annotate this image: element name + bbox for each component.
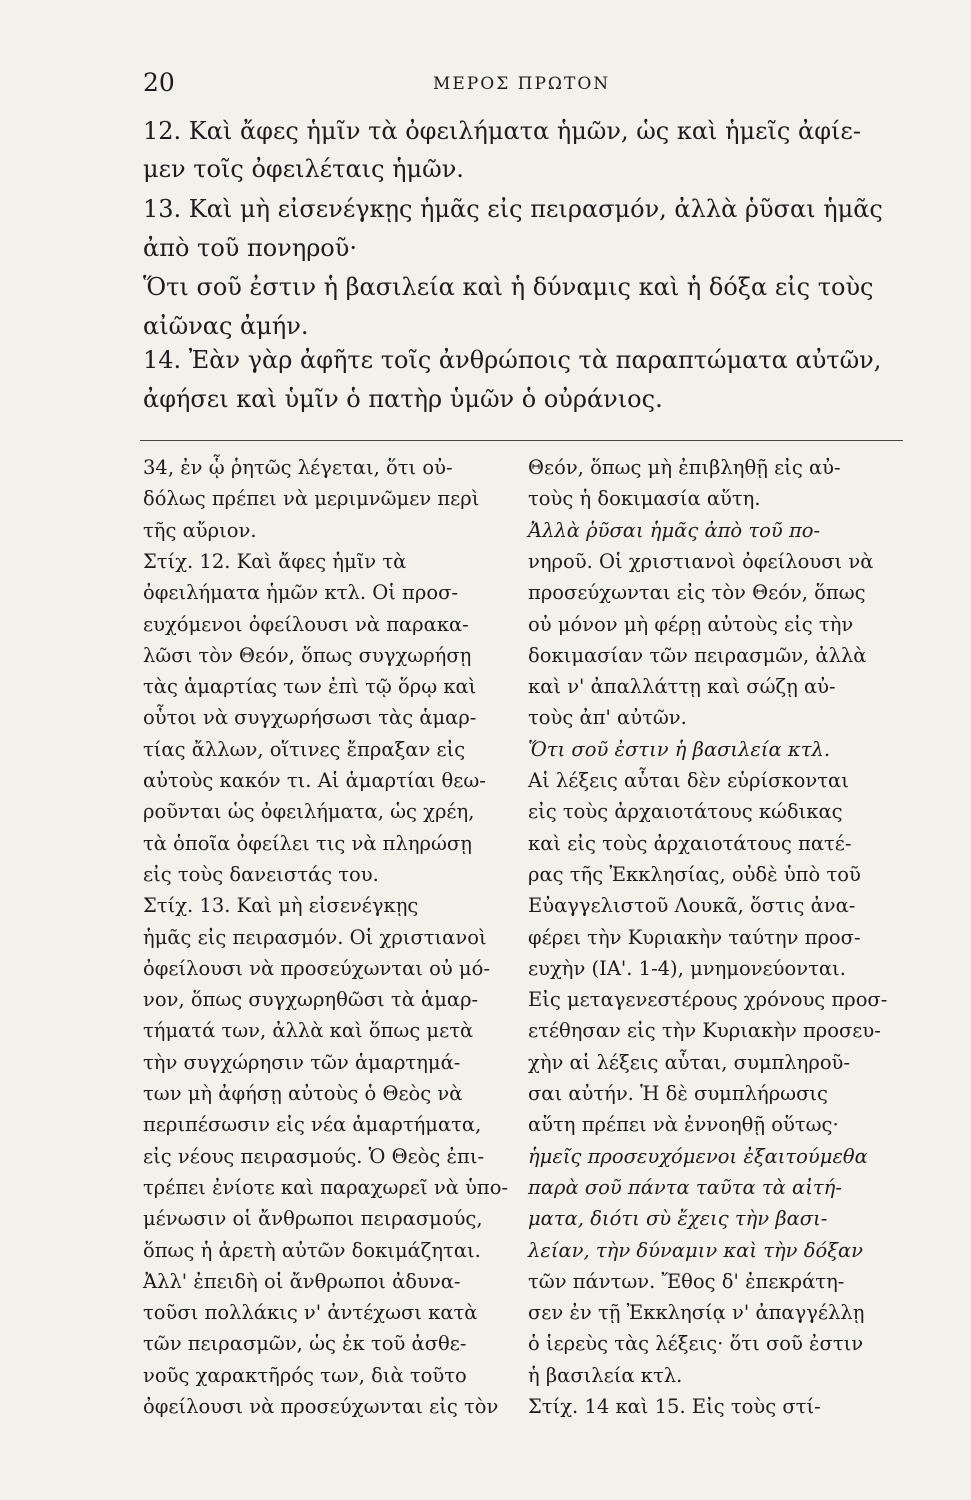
commentary-line: τήματά των, ἀλλὰ καὶ ὅπως μετὰ	[143, 1019, 474, 1042]
commentary-line: ἡμᾶς εἰς πειρασμόν. Οἱ χριστιανοὶ	[143, 926, 487, 949]
commentary-line: Θεόν, ὅπως μὴ ἐπιβληθῇ εἰς αὐ-	[528, 456, 841, 479]
commentary-line: Στίχ. 12. Καὶ ἄφες ἡμῖν τὰ	[143, 550, 407, 573]
commentary-line: Στίχ. 14 καὶ 15. Εἰς τοὺς στί-	[528, 1395, 821, 1418]
commentary-line: ευχὴν (ΙΑ'. 1-4), μνημονεύονται.	[528, 957, 846, 980]
commentary-line: ἡμεῖς προσευχόμενοι ἐξαιτούμεθα	[528, 1145, 868, 1168]
verse-line: 12. Καὶ ἄφες ἡμῖν τὰ ὀφειλήματα ἡμῶν, ὡς καὶ ἡμεῖς ἀφίε-	[143, 117, 861, 145]
commentary-line: δόλως πρέπει νὰ μεριμνῶμεν περὶ	[143, 487, 480, 510]
commentary-line: καὶ εἰς τοὺς ἀρχαιοτάτους πατέ-	[528, 832, 852, 855]
commentary-line: Ἀλλ' ἐπειδὴ οἱ ἄνθρωποι ἀδυνα-	[143, 1270, 461, 1293]
commentary-line: προσεύχωνται εἰς τὸν Θεόν, ὅπως	[528, 581, 866, 604]
commentary-line: εἰς νέους πειρασμούς. Ὁ Θεὸς ἐπι-	[143, 1145, 485, 1168]
commentary-line: τὴν συγχώρησιν τῶν ἁμαρτημά-	[143, 1051, 461, 1074]
commentary-line: ματα, διότι σὺ ἔχεις τὴν βασι-	[528, 1207, 828, 1230]
page-number: 20	[143, 68, 175, 97]
commentary-line: λείαν, τὴν δύναμιν καὶ τὴν δόξαν	[528, 1239, 863, 1262]
commentary-line: νηροῦ. Οἱ χριστιανοὶ ὀφείλουσι νὰ	[528, 550, 874, 573]
commentary-line: τίας ἄλλων, οἵτινες ἔπραξαν εἰς	[143, 738, 466, 761]
verse-line: 14. Ἐὰν γὰρ ἀφῆτε τοῖς ἀνθρώποις τὰ παραπτώματα αὐτῶν,	[143, 346, 882, 374]
commentary-line: ὀφείλουσι νὰ προσεύχωνται εἰς τὸν	[143, 1395, 499, 1418]
commentary-line: ρας τῆς Ἐκκλησίας, οὐδὲ ὑπὸ τοῦ	[528, 863, 861, 886]
commentary-line: Εὐαγγελιστοῦ Λουκᾶ, ὅστις ἀνα-	[528, 894, 856, 917]
commentary-line: μένωσιν οἱ ἄνθρωποι πειρασμούς,	[143, 1207, 483, 1230]
commentary-line: νον, ὅπως συγχωρηθῶσι τὰ ἁμαρ-	[143, 988, 479, 1011]
commentary-line: ὀφείλουσι νὰ προσεύχωνται οὐ μό-	[143, 957, 490, 980]
commentary-line: σεν ἐν τῇ Ἐκκλησίᾳ ν' ἀπαγγέλλῃ	[528, 1301, 865, 1324]
commentary-line: εἰς τοὺς δανειστάς του.	[143, 863, 379, 886]
commentary-line: ευχόμενοι ὀφείλουσι νὰ παρακα-	[143, 613, 469, 636]
verse-line: μεν τοῖς ὀφειλέταις ἡμῶν.	[143, 155, 464, 183]
commentary-line: Ὅτι σοῦ ἐστιν ἡ βασιλεία κτλ.	[528, 738, 831, 761]
commentary-line: των μὴ ἀφήσῃ αὐτοὺς ὁ Θεὸς νὰ	[143, 1082, 463, 1105]
commentary-line: ἡ βασιλεία κτλ.	[528, 1364, 683, 1387]
commentary-line: χὴν αἱ λέξεις αὗται, συμπληροῦ-	[528, 1051, 850, 1074]
commentary-line: φέρει τὴν Κυριακὴν ταύτην προσ-	[528, 926, 861, 949]
commentary-line: τῆς αὔριον.	[143, 519, 257, 542]
commentary-line: τοὺς ἀπ' αὐτῶν.	[528, 706, 687, 729]
page-header	[143, 68, 903, 108]
verse-line: Ὅτι σοῦ ἐστιν ἡ βασιλεία καὶ ἡ δύναμις καὶ ἡ δόξα εἰς τοὺς	[143, 273, 874, 301]
commentary-line: σαι αὐτήν. Ἡ δὲ συμπλήρωσις	[528, 1082, 828, 1105]
commentary-line: ὀφειλήματα ἡμῶν κτλ. Οἱ προσ-	[143, 581, 458, 604]
commentary-line: Ἀλλὰ ῥῦσαι ἡμᾶς ἀπὸ τοῦ πο-	[528, 519, 821, 542]
commentary-line: οὗτοι νὰ συγχωρήσωσι τὰς ἁμαρ-	[143, 706, 477, 729]
commentary-line: ὅπως ἡ ἀρετὴ αὐτῶν δοκιμάζηται.	[143, 1239, 481, 1262]
commentary-line: Εἰς μεταγενεστέρους χρόνους προσ-	[528, 988, 888, 1011]
commentary-line: Αἱ λέξεις αὗται δὲν εὑρίσκονται	[528, 769, 849, 792]
commentary-line: 34, ἐν ᾧ ῥητῶς λέγεται, ὅτι οὐ-	[143, 456, 453, 479]
running-title: ΜΕΡΟΣ ΠΡΩΤΟΝ	[433, 74, 611, 94]
verse-line: αἰῶνας ἀμήν.	[143, 312, 309, 340]
verse-line: 13. Καὶ μὴ εἰσενέγκῃς ἡμᾶς εἰς πειρασμόν, ἀλλὰ ῥῦσαι ἡμᾶς	[143, 195, 883, 223]
verse-line: ἀπὸ τοῦ πονηροῦ·	[143, 234, 357, 262]
commentary-line: δοκιμασίαν τῶν πειρασμῶν, ἀλλὰ	[528, 644, 867, 667]
commentary-line: τῶν πειρασμῶν, ὡς ἐκ τοῦ ἀσθε-	[143, 1332, 467, 1355]
verse-line: ἀφήσει καὶ ὑμῖν ὁ πατὴρ ὑμῶν ὁ οὐράνιος.	[143, 385, 663, 413]
commentary-line: αὐτοὺς κακόν τι. Αἱ ἁμαρτίαι θεω-	[143, 769, 486, 792]
commentary-line: τοῦσι πολλάκις ν' ἀντέχωσι κατὰ	[143, 1301, 478, 1324]
commentary-line: καὶ ν' ἀπαλλάττῃ καὶ σώζῃ αὐ-	[528, 675, 836, 698]
commentary-line: αὕτη πρέπει νὰ ἐννοηθῇ οὕτως·	[528, 1113, 839, 1136]
commentary-line: Στίχ. 13. Καὶ μὴ εἰσενέγκῃς	[143, 894, 419, 917]
commentary-line: οὐ μόνον μὴ φέρῃ αὐτοὺς εἰς τὴν	[528, 613, 854, 636]
commentary-line: εἰς τοὺς ἀρχαιοτάτους κώδικας	[528, 800, 843, 823]
commentary-line: τὰ ὁποῖα ὀφείλει τις νὰ πληρώσῃ	[143, 832, 472, 855]
commentary-line: ετέθησαν εἰς τὴν Κυριακὴν προσευ-	[528, 1019, 881, 1042]
commentary-line: ὁ ἱερεὺς τὰς λέξεις· ὅτι σοῦ ἐστιν	[528, 1332, 864, 1355]
commentary-line: παρὰ σοῦ πάντα ταῦτα τὰ αἰτή-	[528, 1176, 842, 1199]
commentary-line: ροῦνται ὡς ὀφειλήματα, ὡς χρέη,	[143, 800, 475, 823]
commentary-line: λῶσι τὸν Θεόν, ὅπως συγχωρήσῃ	[143, 644, 472, 667]
divider-rule	[140, 440, 903, 441]
commentary-line: τῶν πάντων. Ἔθος δ' ἐπεκράτη-	[528, 1270, 845, 1293]
commentary-line: περιπέσωσιν εἰς νέα ἁμαρτήματα,	[143, 1113, 482, 1136]
commentary-line: νοῦς χαρακτῆρός των, διὰ τοῦτο	[143, 1364, 467, 1387]
commentary-line: τοὺς ἡ δοκιμασία αὕτη.	[528, 487, 761, 510]
commentary-line: τὰς ἁμαρτίας των ἐπὶ τῷ ὅρῳ καὶ	[143, 675, 477, 698]
commentary-line: τρέπει ἐνίοτε καὶ παραχωρεῖ νὰ ὑπο-	[143, 1176, 509, 1199]
